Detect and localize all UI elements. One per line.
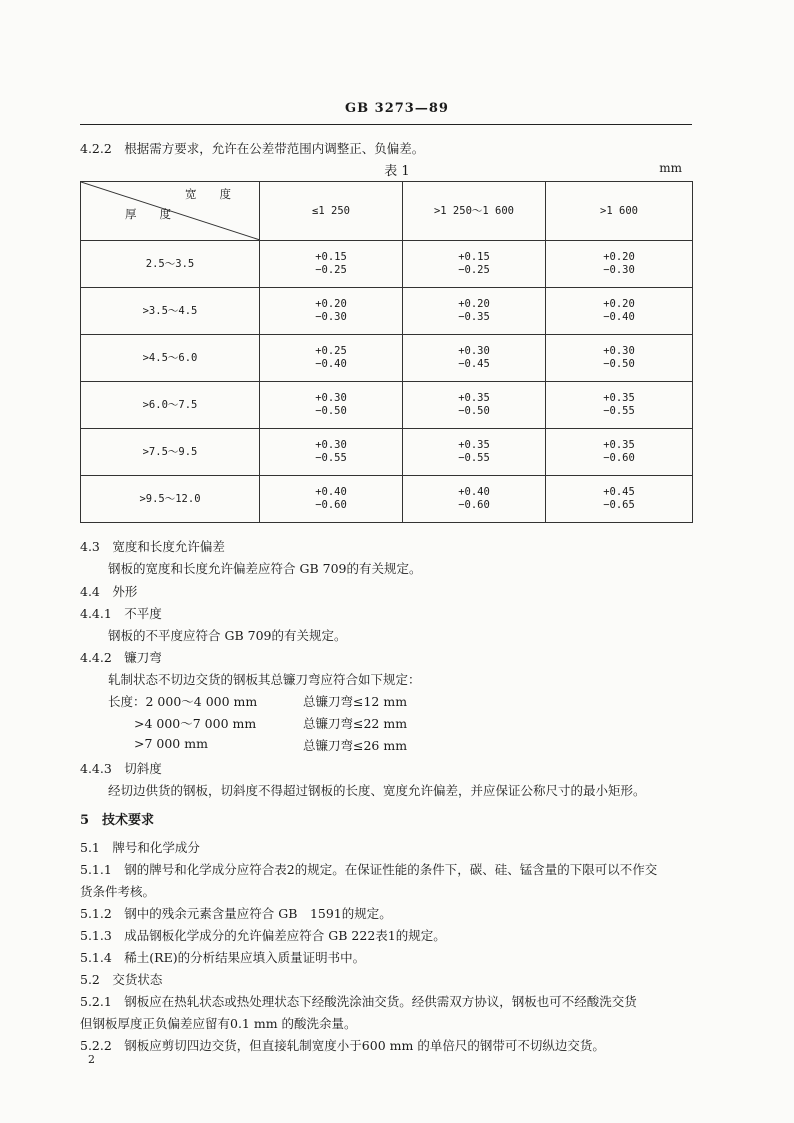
section-4-3-body: 钢板的宽度和长度允许偏差应符合 GB 709的有关规定。: [108, 561, 422, 576]
minus-tolerance: −0.60: [458, 499, 490, 511]
minus-tolerance: −0.65: [603, 499, 635, 511]
tolerance-table: [80, 181, 693, 523]
clause-4-2-2: 4.2.2 根据需方要求，允许在公差带范围内调整正、负偏差。: [80, 141, 425, 156]
section-5-2-1-line-1: 5.2.1 钢板应在热轧状态或热处理状态下经酸洗涂油交货。经供需双方协议，钢板也可不经酸洗交货: [80, 994, 637, 1009]
thickness-range-cell: >6.0～7.5: [81, 382, 260, 429]
section-4-4-3-heading: 4.4.3 切斜度: [80, 761, 162, 776]
section-4-4-2-heading: 4.4.2 镰刀弯: [80, 650, 162, 665]
minus-tolerance: −0.50: [603, 358, 635, 370]
plus-tolerance: +0.35: [603, 439, 635, 451]
minus-tolerance: −0.45: [458, 358, 490, 370]
section-4-3-heading: 4.3 宽度和长度允许偏差: [80, 539, 225, 554]
minus-tolerance: −0.25: [458, 264, 490, 276]
tolerance-cell: [260, 476, 403, 523]
section-5-2-heading: 5.2 交货状态: [80, 972, 163, 987]
camber-value-1: 总镰刀弯≤12 mm: [303, 694, 408, 709]
section-5-1-heading: 5.1 牌号和化学成分: [80, 840, 200, 855]
section-5-1-4: 5.1.4 稀土(RE)的分析结果应填入质量证明书中。: [80, 950, 366, 965]
minus-tolerance: −0.60: [603, 452, 635, 464]
tolerance-cell: [546, 335, 693, 382]
camber-length-2: >4 000～7 000 mm: [134, 716, 257, 731]
tolerance-cell: [546, 429, 693, 476]
table-header-row: [81, 182, 693, 241]
camber-length-1: 长度：2 000～4 000 mm: [108, 694, 258, 709]
section-4-4-2-body: 轧制状态不切边交货的钢板其总镰刀弯应符合如下规定：: [108, 672, 421, 687]
minus-tolerance: −0.60: [315, 499, 347, 511]
tolerance-cell: [403, 241, 546, 288]
plus-tolerance: +0.20: [315, 298, 347, 310]
section-5-1-1-line-2: 货条件考核。: [80, 884, 156, 899]
table-corner-cell: [81, 182, 260, 241]
tolerance-cell: [546, 288, 693, 335]
plus-tolerance: +0.30: [603, 345, 635, 357]
table-row: [81, 382, 693, 429]
thickness-range-cell: 2.5～3.5: [81, 241, 260, 288]
column-header: ≤1 250: [260, 182, 403, 241]
tolerance-cell: [403, 382, 546, 429]
section-5-1-2: 5.1.2 钢中的残余元素含量应符合 GB 1591的规定。: [80, 906, 392, 921]
section-5-heading: 5 技术要求: [80, 813, 155, 828]
table-row: [81, 429, 693, 476]
thickness-range-cell: >3.5～4.5: [81, 288, 260, 335]
plus-tolerance: +0.20: [603, 251, 635, 263]
plus-tolerance: +0.40: [315, 486, 347, 498]
tolerance-cell: [546, 382, 693, 429]
plus-tolerance: +0.25: [315, 345, 347, 357]
section-4-4-3-body: 经切边供货的钢板，切斜度不得超过钢板的长度、宽度允许偏差，并应保证公称尺寸的最小矩形。: [108, 783, 646, 798]
minus-tolerance: −0.30: [315, 311, 347, 323]
plus-tolerance: +0.35: [603, 392, 635, 404]
section-4-4-1-body: 钢板的不平度应符合 GB 709的有关规定。: [108, 628, 347, 643]
minus-tolerance: −0.55: [315, 452, 347, 464]
tolerance-cell: [260, 288, 403, 335]
thickness-range-cell: >7.5～9.5: [81, 429, 260, 476]
minus-tolerance: −0.55: [458, 452, 490, 464]
table-row: [81, 241, 693, 288]
minus-tolerance: −0.50: [458, 405, 490, 417]
tolerance-cell: [260, 241, 403, 288]
plus-tolerance: +0.30: [458, 345, 490, 357]
section-5-1-3: 5.1.3 成品钢板化学成分的允许偏差应符合 GB 222表1的规定。: [80, 928, 446, 943]
corner-thickness-label: 厚 度: [125, 207, 171, 221]
minus-tolerance: −0.35: [458, 311, 490, 323]
table-title: 表 1: [384, 164, 410, 179]
camber-value-3: 总镰刀弯≤26 mm: [303, 738, 408, 753]
plus-tolerance: +0.15: [315, 251, 347, 263]
table-row: [81, 335, 693, 382]
page-header-standard-id: GB 3273—89: [345, 101, 449, 116]
corner-width-label: 宽 度: [185, 187, 231, 201]
section-4-4-heading: 4.4 外形: [80, 584, 138, 599]
column-header: >1 250～1 600: [403, 182, 546, 241]
plus-tolerance: +0.40: [458, 486, 490, 498]
tolerance-cell: [403, 335, 546, 382]
thickness-range-cell: >9.5～12.0: [81, 476, 260, 523]
tolerance-cell: [403, 476, 546, 523]
minus-tolerance: −0.40: [603, 311, 635, 323]
plus-tolerance: +0.15: [458, 251, 490, 263]
column-header: >1 600: [546, 182, 693, 241]
minus-tolerance: −0.25: [315, 264, 347, 276]
tolerance-cell: [260, 382, 403, 429]
table-row: [81, 288, 693, 335]
minus-tolerance: −0.50: [315, 405, 347, 417]
section-4-4-1-heading: 4.4.1 不平度: [80, 606, 162, 621]
plus-tolerance: +0.20: [603, 298, 635, 310]
section-5-2-1-line-2: 但钢板厚度正负偏差应留有0.1 mm 的酸洗余量。: [80, 1016, 357, 1031]
plus-tolerance: +0.20: [458, 298, 490, 310]
minus-tolerance: −0.40: [315, 358, 347, 370]
plus-tolerance: +0.35: [458, 439, 490, 451]
header-rule: [80, 124, 692, 125]
camber-value-2: 总镰刀弯≤22 mm: [303, 716, 408, 731]
tolerance-cell: [546, 476, 693, 523]
thickness-range-cell: >4.5～6.0: [81, 335, 260, 382]
section-5-1-1-line-1: 5.1.1 钢的牌号和化学成分应符合表2的规定。在保证性能的条件下，碳、硅、锰含量的下限可以不作交: [80, 862, 658, 877]
table-row: [81, 476, 693, 523]
tolerance-cell: [403, 429, 546, 476]
tolerance-cell: [546, 241, 693, 288]
plus-tolerance: +0.35: [458, 392, 490, 404]
page-number: 2: [88, 1053, 95, 1066]
tolerance-cell: [403, 288, 546, 335]
plus-tolerance: +0.30: [315, 392, 347, 404]
section-5-2-2: 5.2.2 钢板应剪切四边交货，但直接轧制宽度小于600 mm 的单倍尺的钢带可不切纵边交货。: [80, 1038, 605, 1053]
plus-tolerance: +0.45: [603, 486, 635, 498]
minus-tolerance: −0.55: [603, 405, 635, 417]
tolerance-cell: [260, 335, 403, 382]
camber-length-3: >7 000 mm: [134, 736, 208, 751]
tolerance-cell: [260, 429, 403, 476]
table-unit: mm: [659, 161, 682, 175]
plus-tolerance: +0.30: [315, 439, 347, 451]
minus-tolerance: −0.30: [603, 264, 635, 276]
